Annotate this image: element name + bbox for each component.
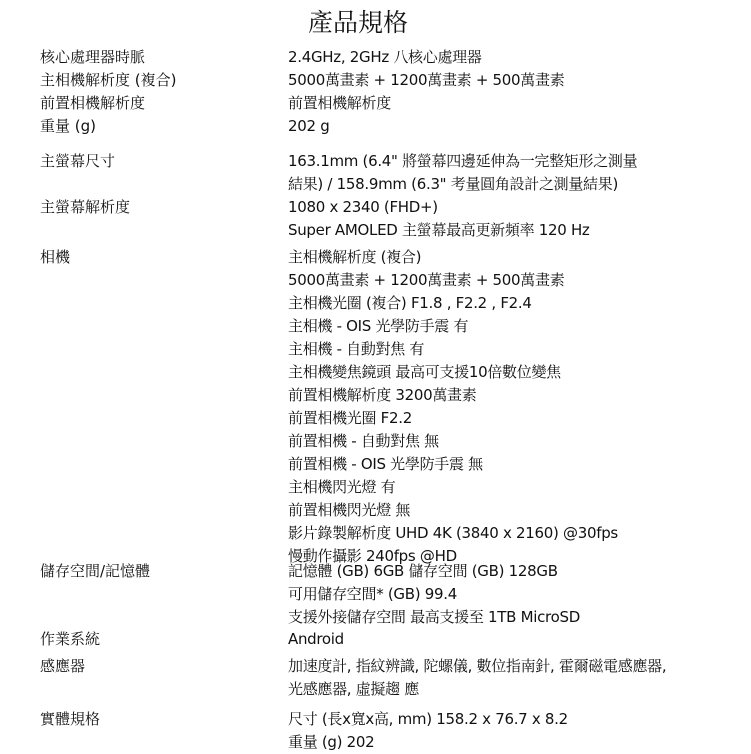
spec-value-line: Android bbox=[288, 630, 344, 648]
spec-value-line: 尺寸 (長x寬x高, mm) 158.2 x 76.7 x 8.2 bbox=[288, 710, 568, 728]
spec-value-line: 5000萬畫素 + 1200萬畫素 + 500萬畫素 bbox=[288, 71, 565, 89]
spec-value-line: 光感應器, 虛擬趨 應 bbox=[288, 680, 420, 698]
spec-value-line: 支援外接儲存空間 最高支援至 1TB MicroSD bbox=[288, 608, 580, 626]
spec-value bbox=[288, 92, 748, 115]
spec-label: 作業系統 bbox=[40, 630, 101, 648]
spec-value-line: 5000萬畫素 + 1200萬畫素 + 500萬畫素 bbox=[288, 271, 565, 289]
spec-value-line: 前置相機光圈 F2.2 bbox=[288, 409, 412, 427]
spec-value-line: 前置相機 - 自動對焦 無 bbox=[288, 432, 439, 450]
spec-label: 相機 bbox=[40, 248, 71, 266]
spec-label: 主相機解析度 (複合) bbox=[40, 71, 177, 89]
spec-value-line: 202 g bbox=[288, 117, 330, 135]
spec-value bbox=[288, 708, 748, 754]
spec-value bbox=[288, 150, 748, 196]
spec-value bbox=[288, 655, 748, 701]
spec-value-line: 主相機光圈 (複合) F1.8 , F2.2 , F2.4 bbox=[288, 294, 532, 312]
spec-value-line: 163.1mm (6.4" 將螢幕四邊延伸為一完整矩形之測量 bbox=[288, 152, 638, 170]
spec-value-line: Super AMOLED 主螢幕最高更新頻率 120 Hz bbox=[288, 221, 590, 239]
spec-value bbox=[288, 69, 748, 92]
spec-value bbox=[288, 246, 748, 568]
spec-value-line: 影片錄製解析度 UHD 4K (3840 x 2160) @30fps bbox=[288, 524, 618, 542]
spec-value-line: 主相機變焦鏡頭 最高可支援10倍數位變焦 bbox=[288, 363, 561, 381]
spec-value-line: 結果) / 158.9mm (6.3" 考量圓角設計之測量結果) bbox=[288, 175, 619, 193]
spec-value bbox=[288, 115, 748, 138]
spec-value-line: 前置相機 - OIS 光學防手震 無 bbox=[288, 455, 483, 473]
spec-label: 實體規格 bbox=[40, 710, 101, 728]
spec-label: 主螢幕尺寸 bbox=[40, 152, 116, 170]
spec-value-line: 主相機 - 自動對焦 有 bbox=[288, 340, 425, 358]
spec-value-line: 前置相機閃光燈 無 bbox=[288, 501, 411, 519]
spec-value-line: 前置相機解析度 bbox=[288, 94, 391, 112]
spec-label: 主螢幕解析度 bbox=[40, 198, 131, 216]
spec-value-line: 加速度計, 指紋辨識, 陀螺儀, 數位指南針, 霍爾磁電感應器, bbox=[288, 657, 667, 675]
spec-label: 前置相機解析度 bbox=[40, 94, 146, 112]
spec-value-line: 主相機 - OIS 光學防手震 有 bbox=[288, 317, 469, 335]
spec-label: 感應器 bbox=[40, 657, 86, 675]
spec-value bbox=[288, 560, 748, 629]
spec-value-line: 記憶體 (GB) 6GB 儲存空間 (GB) 128GB bbox=[288, 562, 558, 580]
spec-value-line: 可用儲存空間* (GB) 99.4 bbox=[288, 585, 457, 603]
spec-value bbox=[288, 196, 748, 242]
spec-value-line: 重量 (g) 202 bbox=[288, 733, 375, 751]
spec-value-line: 慢動作攝影 240fps @HD bbox=[288, 547, 457, 565]
spec-value-line: 主相機解析度 (複合) bbox=[288, 248, 422, 266]
spec-value-line: 2.4GHz, 2GHz 八核心處理器 bbox=[288, 48, 482, 66]
spec-value bbox=[288, 46, 748, 69]
spec-value-line: 主相機閃光燈 有 bbox=[288, 478, 396, 496]
spec-label: 重量 (g) bbox=[40, 117, 96, 135]
spec-label: 儲存空間/記憶體 bbox=[40, 562, 151, 580]
page-title: 產品規格 bbox=[307, 8, 408, 37]
spec-label: 核心處理器時脈 bbox=[40, 48, 146, 66]
spec-value bbox=[288, 628, 748, 651]
spec-value-line: 前置相機解析度 3200萬畫素 bbox=[288, 386, 477, 404]
spec-value-line: 1080 x 2340 (FHD+) bbox=[288, 198, 438, 216]
